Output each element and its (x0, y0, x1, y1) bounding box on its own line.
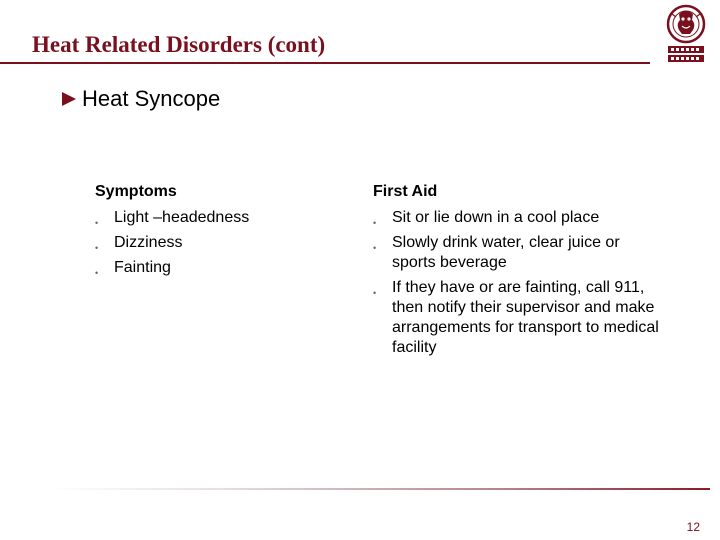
list-item (95, 208, 345, 228)
list-item (373, 233, 663, 273)
symptom-text: Dizziness (114, 234, 183, 251)
page-number: 12 (686, 520, 700, 534)
bullet-dot-icon: • (373, 243, 377, 253)
bullet-dot-icon: • (95, 243, 99, 253)
footer-divider (50, 488, 710, 490)
first-aid-heading: First Aid (373, 183, 438, 200)
logo-mark-icon (660, 4, 712, 66)
first-aid-text: If they have or are fainting, call 911, then notify their supervisor and make arrangements for transport to medical facility (392, 279, 659, 356)
first-aid-text: Slowly drink water, clear juice or sports beverage (392, 234, 620, 271)
bullet-dot-icon: • (95, 268, 99, 278)
list-item (373, 278, 663, 358)
title-divider (0, 62, 650, 64)
list-item (95, 233, 345, 253)
symptom-text: Fainting (114, 259, 171, 276)
list-item (373, 208, 663, 228)
symptoms-heading: Symptoms (95, 183, 177, 200)
list-item (95, 258, 345, 278)
bureau-veritas-logo (660, 4, 712, 66)
bullet-dot-icon: • (95, 218, 99, 228)
first-aid-text: Sit or lie down in a cool place (392, 209, 600, 226)
symptoms-list (95, 208, 345, 278)
symptom-text: Light –headedness (114, 209, 250, 226)
slide-title: Heat Related Disorders (cont) (32, 32, 326, 57)
first-aid-column (373, 182, 663, 363)
triangle-bullet-icon (62, 92, 76, 106)
subtitle: Heat Syncope (82, 86, 221, 111)
main-bullet (62, 86, 220, 112)
bullet-dot-icon: • (373, 218, 377, 228)
bullet-dot-icon: • (373, 288, 377, 298)
symptoms-column (95, 182, 345, 283)
first-aid-list (373, 208, 663, 358)
